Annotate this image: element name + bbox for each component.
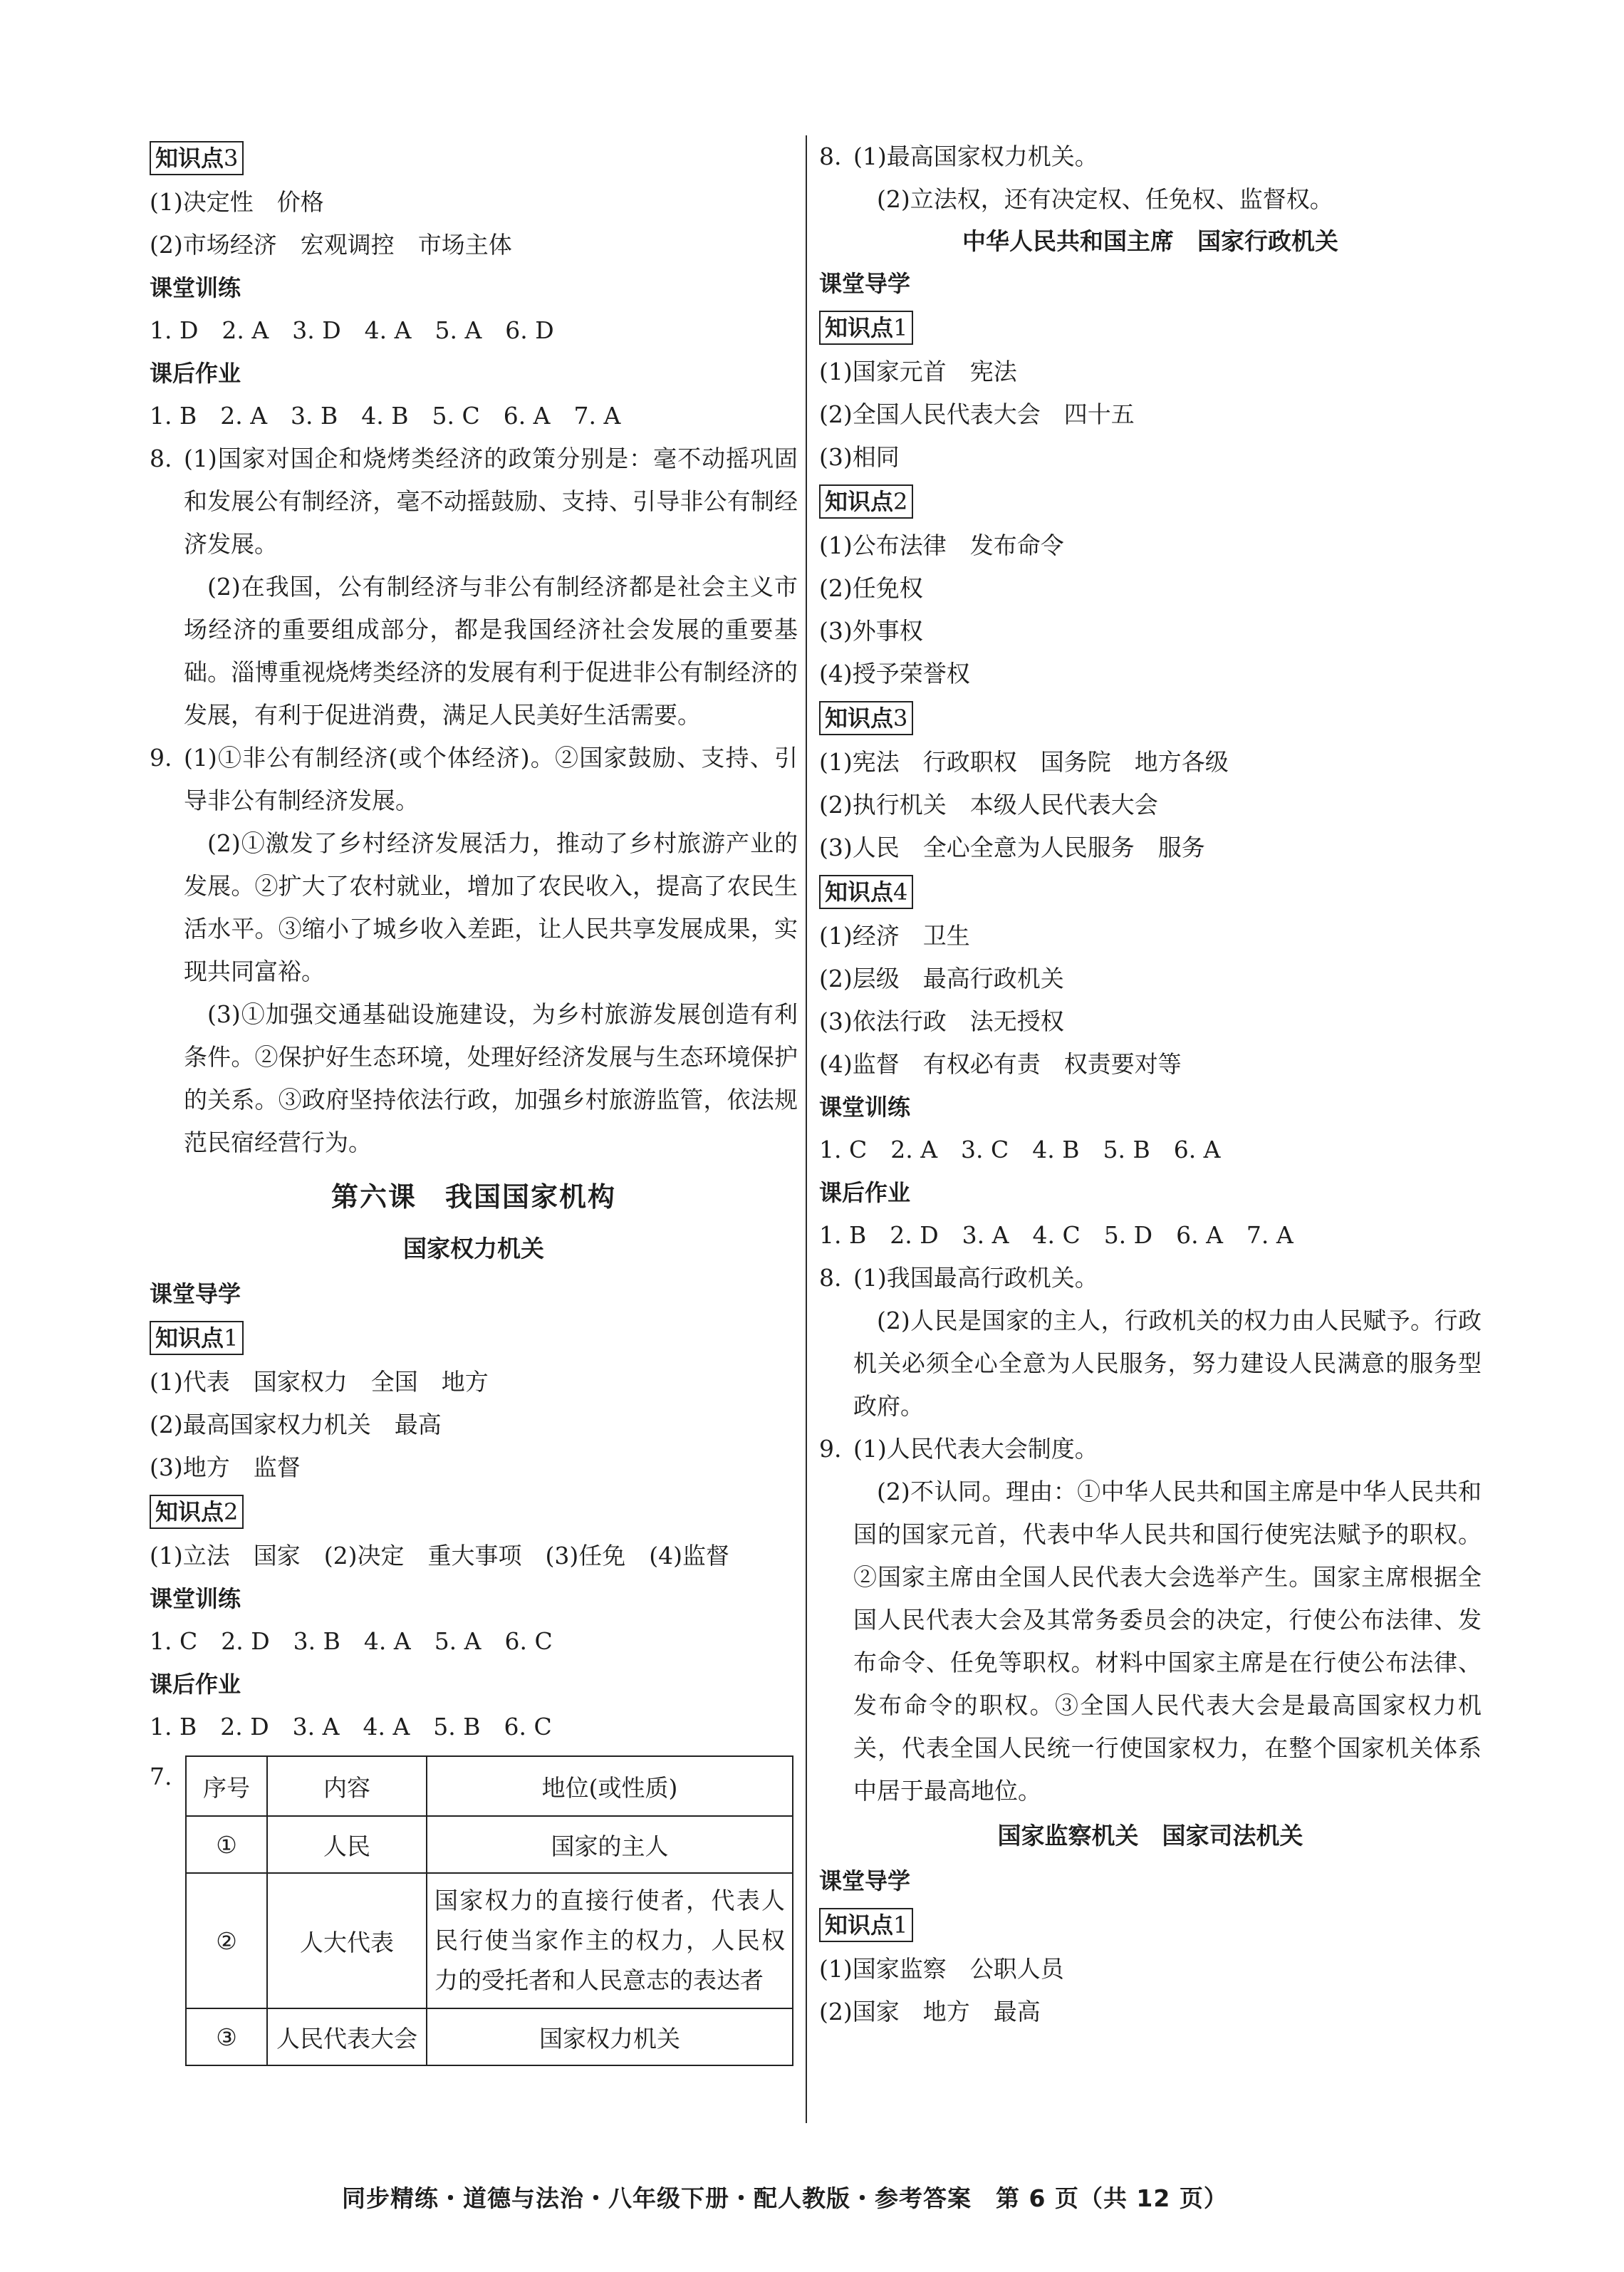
knowledge-point-tag: 知识点2 — [150, 1495, 244, 1529]
answer-line: (4)监督 有权必有责 权责要对等 — [819, 1050, 1182, 1078]
table-header: 内容 — [267, 1756, 427, 1816]
question-7: 7. 序号 内容 地位(或性质) ① 人民 国家的主人 ② 人大代表 国家权力的直接行使者，代表人民行使当家作主的权力，人民权力的受托者和人民意志的表达者 ③ 人民代表大会 国家权力机关 — [150, 1755, 798, 2066]
table-row — [186, 1816, 793, 1873]
answer-paragraph: (2)在我国，公有制经济与非公有制经济都是社会主义市场经济的重要组成部分，都是我国经济社会发展的重要基础。淄博重视烧烤类经济的发展有利于促进非公有制经济的发展，有利于促进消费，满足人民美好生活需要。 — [184, 573, 798, 729]
answer-paragraph: (1)人民代表大会制度。 — [853, 1435, 1098, 1463]
lesson-title: 第六课 我国国家机构 — [330, 1181, 616, 1213]
knowledge-point-tag: 知识点3 — [150, 141, 244, 175]
table-cell: 人大代表 — [267, 1873, 427, 2008]
answer-line: (1)国家元首 宪法 — [819, 358, 1017, 385]
answer-line: (3)相同 — [819, 443, 900, 471]
answer-line: 1. C 2. A 3. C 4. B 5. B 6. A — [819, 1136, 1221, 1163]
table-cell: 人民代表大会 — [267, 2008, 427, 2065]
table-cell: 国家权力机关 — [427, 2008, 793, 2065]
knowledge-point-tag: 知识点1 — [150, 1321, 244, 1355]
answer-line: (3)人民 全心全意为人民服务 服务 — [819, 834, 1205, 861]
table-row — [186, 1873, 793, 2008]
answer-line: (1)决定性 价格 — [150, 188, 324, 216]
knowledge-point-tag: 知识点4 — [819, 875, 913, 909]
question-8: 8. (1)国家对国企和烧烤类经济的政策分别是：毫不动摇巩固和发展公有制经济，毫不动摇鼓励、支持、引导非公有制经济发展。 (2)在我国，公有制经济与非公有制经济都是社会主义市场经济的重要组成部分，都是我国经济社会发展的重要基础。淄博重视烧烤类经济的发展有利于促进非公有制经济的发展，有利于促进消费，满足人民美好生活需要。 — [150, 437, 798, 737]
answer-line: 1. B 2. A 3. B 4. B 5. C 6. A 7. A — [150, 402, 621, 430]
section-label: 课后作业 — [150, 1671, 241, 1698]
section-label: 课堂训练 — [819, 1094, 911, 1121]
answer-line: (2)全国人民代表大会 四十五 — [819, 400, 1135, 428]
right-column — [819, 135, 1482, 2033]
section-title: 国家权力机关 — [403, 1235, 544, 1262]
section-label: 课堂导学 — [150, 1280, 241, 1307]
answer-line: (3)依法行政 法无授权 — [819, 1007, 1064, 1035]
knowledge-point-tag: 知识点2 — [819, 484, 913, 519]
section-label: 课后作业 — [150, 360, 241, 387]
knowledge-point-tag: 知识点1 — [819, 311, 913, 345]
answer-paragraph: (2)立法权，还有决定权、任免权、监督权。 — [877, 185, 1333, 213]
answer-paragraph: (2)人民是国家的主人，行政机关的权力由人民赋予。行政机关必须全心全意为人民服务，努力建设人民满意的服务型政府。 — [853, 1307, 1482, 1420]
answer-line: 1. D 2. A 3. D 4. A 5. A 6. D — [150, 316, 554, 344]
answer-paragraph: (1)我国最高行政机关。 — [853, 1264, 1098, 1292]
table-cell: 国家的主人 — [427, 1816, 793, 1873]
answer-line: (2)国家 地方 最高 — [819, 1998, 1041, 2025]
answer-line: (2)最高国家权力机关 最高 — [150, 1411, 442, 1438]
page-footer: 同步精练・道德与法治・八年级下册・配人教版・参考答案 第 6 页（共 12 页） — [342, 2184, 1228, 2212]
section-label: 课后作业 — [819, 1179, 911, 1206]
answer-table — [185, 1755, 793, 2066]
section-title: 中华人民共和国主席 国家行政机关 — [962, 227, 1338, 255]
answer-line: (3)地方 监督 — [150, 1453, 301, 1481]
answer-line: (1)国家监察 公职人员 — [819, 1955, 1064, 1983]
answer-paragraph: (2)①激发了乡村经济发展活力，推动了乡村旅游产业的发展。②扩大了农村就业，增加了农民收入，提高了农民生活水平。③缩小了城乡收入差距，让人民共享发展成果，实现共同富裕。 — [184, 829, 798, 985]
answer-paragraph: (2)不认同。理由：①中华人民共和国主席是中华人民共和国的国家元首，代表中华人民共和国行使宪法赋予的职权。②国家主席由全国人民代表大会选举产生。国家主席根据全国人民代表大会及其常务委员会的决定，行使公布法律、发布命令、任免等职权。材料中国家主席是在行使公布法律、发布命令的职权。③全国人民代表大会是最高国家权力机关，代表全国人民统一行使国家权力，在整个国家机关体系中居于最高地位。 — [853, 1478, 1482, 1805]
answer-line: (2)层级 最高行政机关 — [819, 965, 1064, 992]
table-header: 序号 — [186, 1756, 267, 1816]
question-9: 9. (1)①非公有制经济(或个体经济)。②国家鼓励、支持、引导非公有制经济发展。 (2)①激发了乡村经济发展活力，推动了乡村旅游产业的发展。②扩大了农村就业，增加了农民收入，提高了农民生活水平。③缩小了城乡收入差距，让人民共享发展成果，实现共同富裕。 (3)①加强交通基础设施建设，为乡村旅游发展创造有利条件。②保护好生态环境，处理好经济发展与生态环境保护的关系。③政府坚持依法行政，加强乡村旅游监管，依法规范民宿经营行为。 — [150, 737, 798, 1164]
answer-line: 1. C 2. D 3. B 4. A 5. A 6. C — [150, 1627, 553, 1655]
answer-line: 1. B 2. D 3. A 4. A 5. B 6. C — [150, 1713, 552, 1741]
answer-line: (2)市场经济 宏观调控 市场主体 — [150, 231, 512, 259]
knowledge-point-tag: 知识点3 — [819, 701, 913, 735]
answer-line: (1)立法 国家 (2)决定 重大事项 (3)任免 (4)监督 — [150, 1542, 729, 1570]
left-column — [150, 135, 798, 2066]
answer-line: (2)执行机关 本级人民代表大会 — [819, 791, 1158, 819]
answer-line: 1. B 2. D 3. A 4. C 5. D 6. A 7. A — [819, 1221, 1294, 1249]
answer-paragraph: (3)①加强交通基础设施建设，为乡村旅游发展创造有利条件。②保护好生态环境，处理好经济发展与生态环境保护的关系。③政府坚持依法行政，加强乡村旅游监管，依法规范民宿经营行为。 — [184, 1000, 798, 1156]
table-cell: ③ — [186, 2008, 267, 2065]
answer-line: (1)代表 国家权力 全国 地方 — [150, 1368, 489, 1396]
section-label: 课堂训练 — [150, 1585, 241, 1612]
answer-paragraph: (1)最高国家权力机关。 — [853, 142, 1098, 170]
table-header: 地位(或性质) — [427, 1756, 793, 1816]
question-8: 8. (1)我国最高行政机关。 (2)人民是国家的主人，行政机关的权力由人民赋予。行政机关必须全心全意为人民服务，努力建设人民满意的服务型政府。 — [819, 1257, 1482, 1428]
section-title: 国家监察机关 国家司法机关 — [997, 1822, 1303, 1850]
section-label: 课堂训练 — [150, 274, 241, 301]
knowledge-point-tag: 知识点1 — [819, 1908, 913, 1942]
table-cell: 人民 — [267, 1816, 427, 1873]
table-cell: ① — [186, 1816, 267, 1873]
column-divider — [806, 135, 807, 2123]
answer-line: (4)授予荣誉权 — [819, 660, 970, 688]
answer-paragraph: (1)国家对国企和烧烤类经济的政策分别是：毫不动摇巩固和发展公有制经济，毫不动摇鼓励、支持、引导非公有制经济发展。 — [184, 445, 798, 558]
question-9: 9. (1)人民代表大会制度。 (2)不认同。理由：①中华人民共和国主席是中华人民共和国的国家元首，代表中华人民共和国行使宪法赋予的职权。②国家主席由全国人民代表大会选举产生。国家主席根据全国人民代表大会及其常务委员会的决定，行使公布法律、发布命令、任免等职权。材料中国家主席是在行使公布法律、发布命令的职权。③全国人民代表大会是最高国家权力机关，代表全国人民统一行使国家权力，在整个国家机关体系中居于最高地位。 — [819, 1428, 1482, 1812]
answer-line: (1)宪法 行政职权 国务院 地方各级 — [819, 748, 1229, 776]
table-row — [186, 2008, 793, 2065]
answer-line: (3)外事权 — [819, 617, 923, 645]
table-cell: ② — [186, 1873, 267, 2008]
section-label: 课堂导学 — [819, 270, 911, 297]
answer-line: (2)任免权 — [819, 574, 923, 602]
question-8: 8. (1)最高国家权力机关。 (2)立法权，还有决定权、任免权、监督权。 — [819, 135, 1482, 221]
answer-line: (1)经济 卫生 — [819, 922, 970, 950]
section-label: 课堂导学 — [819, 1867, 911, 1894]
answer-line: (1)公布法律 发布命令 — [819, 531, 1064, 559]
table-cell: 国家权力的直接行使者，代表人民行使当家作主的权力，人民权力的受托者和人民意志的表达者 — [427, 1873, 793, 2008]
answer-paragraph: (1)①非公有制经济(或个体经济)。②国家鼓励、支持、引导非公有制经济发展。 — [184, 744, 798, 814]
